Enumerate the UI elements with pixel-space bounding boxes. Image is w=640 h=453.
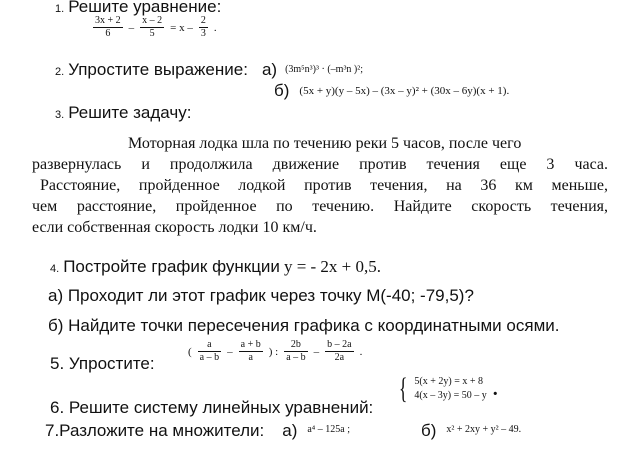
fraction-5-2: $\frac{a + b}{a}$ <box>240 339 261 363</box>
task-3-problem <box>32 133 608 238</box>
task-2b-line <box>274 81 509 101</box>
fraction-5-3: $\frac{2b}{a - b}$ <box>286 339 306 363</box>
task-2-number: 2. <box>55 66 65 78</box>
task-3-heading <box>55 103 191 123</box>
task-6-label: 6. Решите систему линейных уравнений: <box>50 398 374 417</box>
task-7a-expression: a⁴ – 125a ; <box>307 424 351 435</box>
task-7b-line <box>421 421 521 441</box>
fraction-3: $\frac{2}{3}$ <box>200 15 206 39</box>
task-1-equation: $\frac{3x + 2}{6}$ – $\frac{x - 2}{5}$ = x – $\frac{2}{3}$ . <box>95 15 217 39</box>
system-equation-2: 4(x – 3y) = 50 – y <box>414 390 487 401</box>
problem-line-1: Моторная лодка шла по течению реки 5 часов, после чего <box>128 135 522 152</box>
task-3-number: 3. <box>55 109 65 121</box>
problem-line-5: если собственная скорость лодки 10 км/ч. <box>32 219 317 236</box>
task-4-text: Постройте график функции <box>63 257 280 276</box>
fraction-5-4: $\frac{b - 2a}{2a}$ <box>327 339 352 363</box>
system-dot: . <box>492 377 498 400</box>
task-7b-label: б) <box>421 421 437 440</box>
task-7-line <box>45 421 350 441</box>
problem-line-3: Расстояние, пройденное лодкой против течения, на 36 км меньше, <box>40 177 608 194</box>
problem-line-2: развернулась и продолжила движение против течения еще 3 часа. <box>32 156 608 173</box>
task-2-heading <box>55 60 363 80</box>
task-4-number: 4. <box>50 263 60 275</box>
fraction-2: $\frac{x - 2}{5}$ <box>142 15 163 39</box>
task-2a-expression: (3m⁵n³)³ · (–m³n )²; <box>285 64 364 75</box>
task-4a: а) Проходит ли этот график через точку М(-40; -79,5)? <box>48 286 474 305</box>
task-1-text: Решите уравнение: <box>68 0 222 16</box>
task-1-heading <box>55 0 221 17</box>
problem-line-4: чем расстояние, пройденное по течению. Найдите скорость течения, <box>32 198 608 215</box>
system-equation-1: 5(x + 2y) = x + 8 <box>414 376 483 387</box>
task-2a-label: а) <box>261 60 278 79</box>
task-1-number: 1. <box>55 3 65 15</box>
fraction-1: $\frac{3x + 2}{6}$ <box>95 15 121 39</box>
task-5-label: 5. Упростите: <box>50 354 155 373</box>
system-brace-icon: { <box>398 372 408 405</box>
task-4b: б) Найдите точки пересечения графика с координатными осями. <box>48 316 560 335</box>
task-3-text: Решите задачу: <box>68 103 192 122</box>
task-2b-expression: (5x + y)(y – 5x) – (3x – y)² + (30x – 6y)(x + 1). <box>299 85 510 97</box>
fraction-5-1: $\frac{a}{a - b}$ <box>199 339 220 363</box>
task-4-function: y = - 2x + 0,5. <box>283 257 382 276</box>
task-4-heading <box>50 257 381 277</box>
task-7-label: 7.Разложите на множители: <box>45 421 265 440</box>
task-6-system <box>396 374 498 404</box>
task-5-expression: ( $\frac{a}{a - b}$ – $\frac{a + b}{a}$ ) : $\frac{2b}{a - b}$ – $\frac{b - 2a}{2a}$ . <box>188 339 363 363</box>
task-7a-label: а) <box>282 421 298 440</box>
task-2b-label: б) <box>274 81 290 100</box>
task-7b-expression: x² + 2xy + y² – 49. <box>446 424 522 435</box>
task-2-text: Упростите выражение: <box>68 60 248 79</box>
